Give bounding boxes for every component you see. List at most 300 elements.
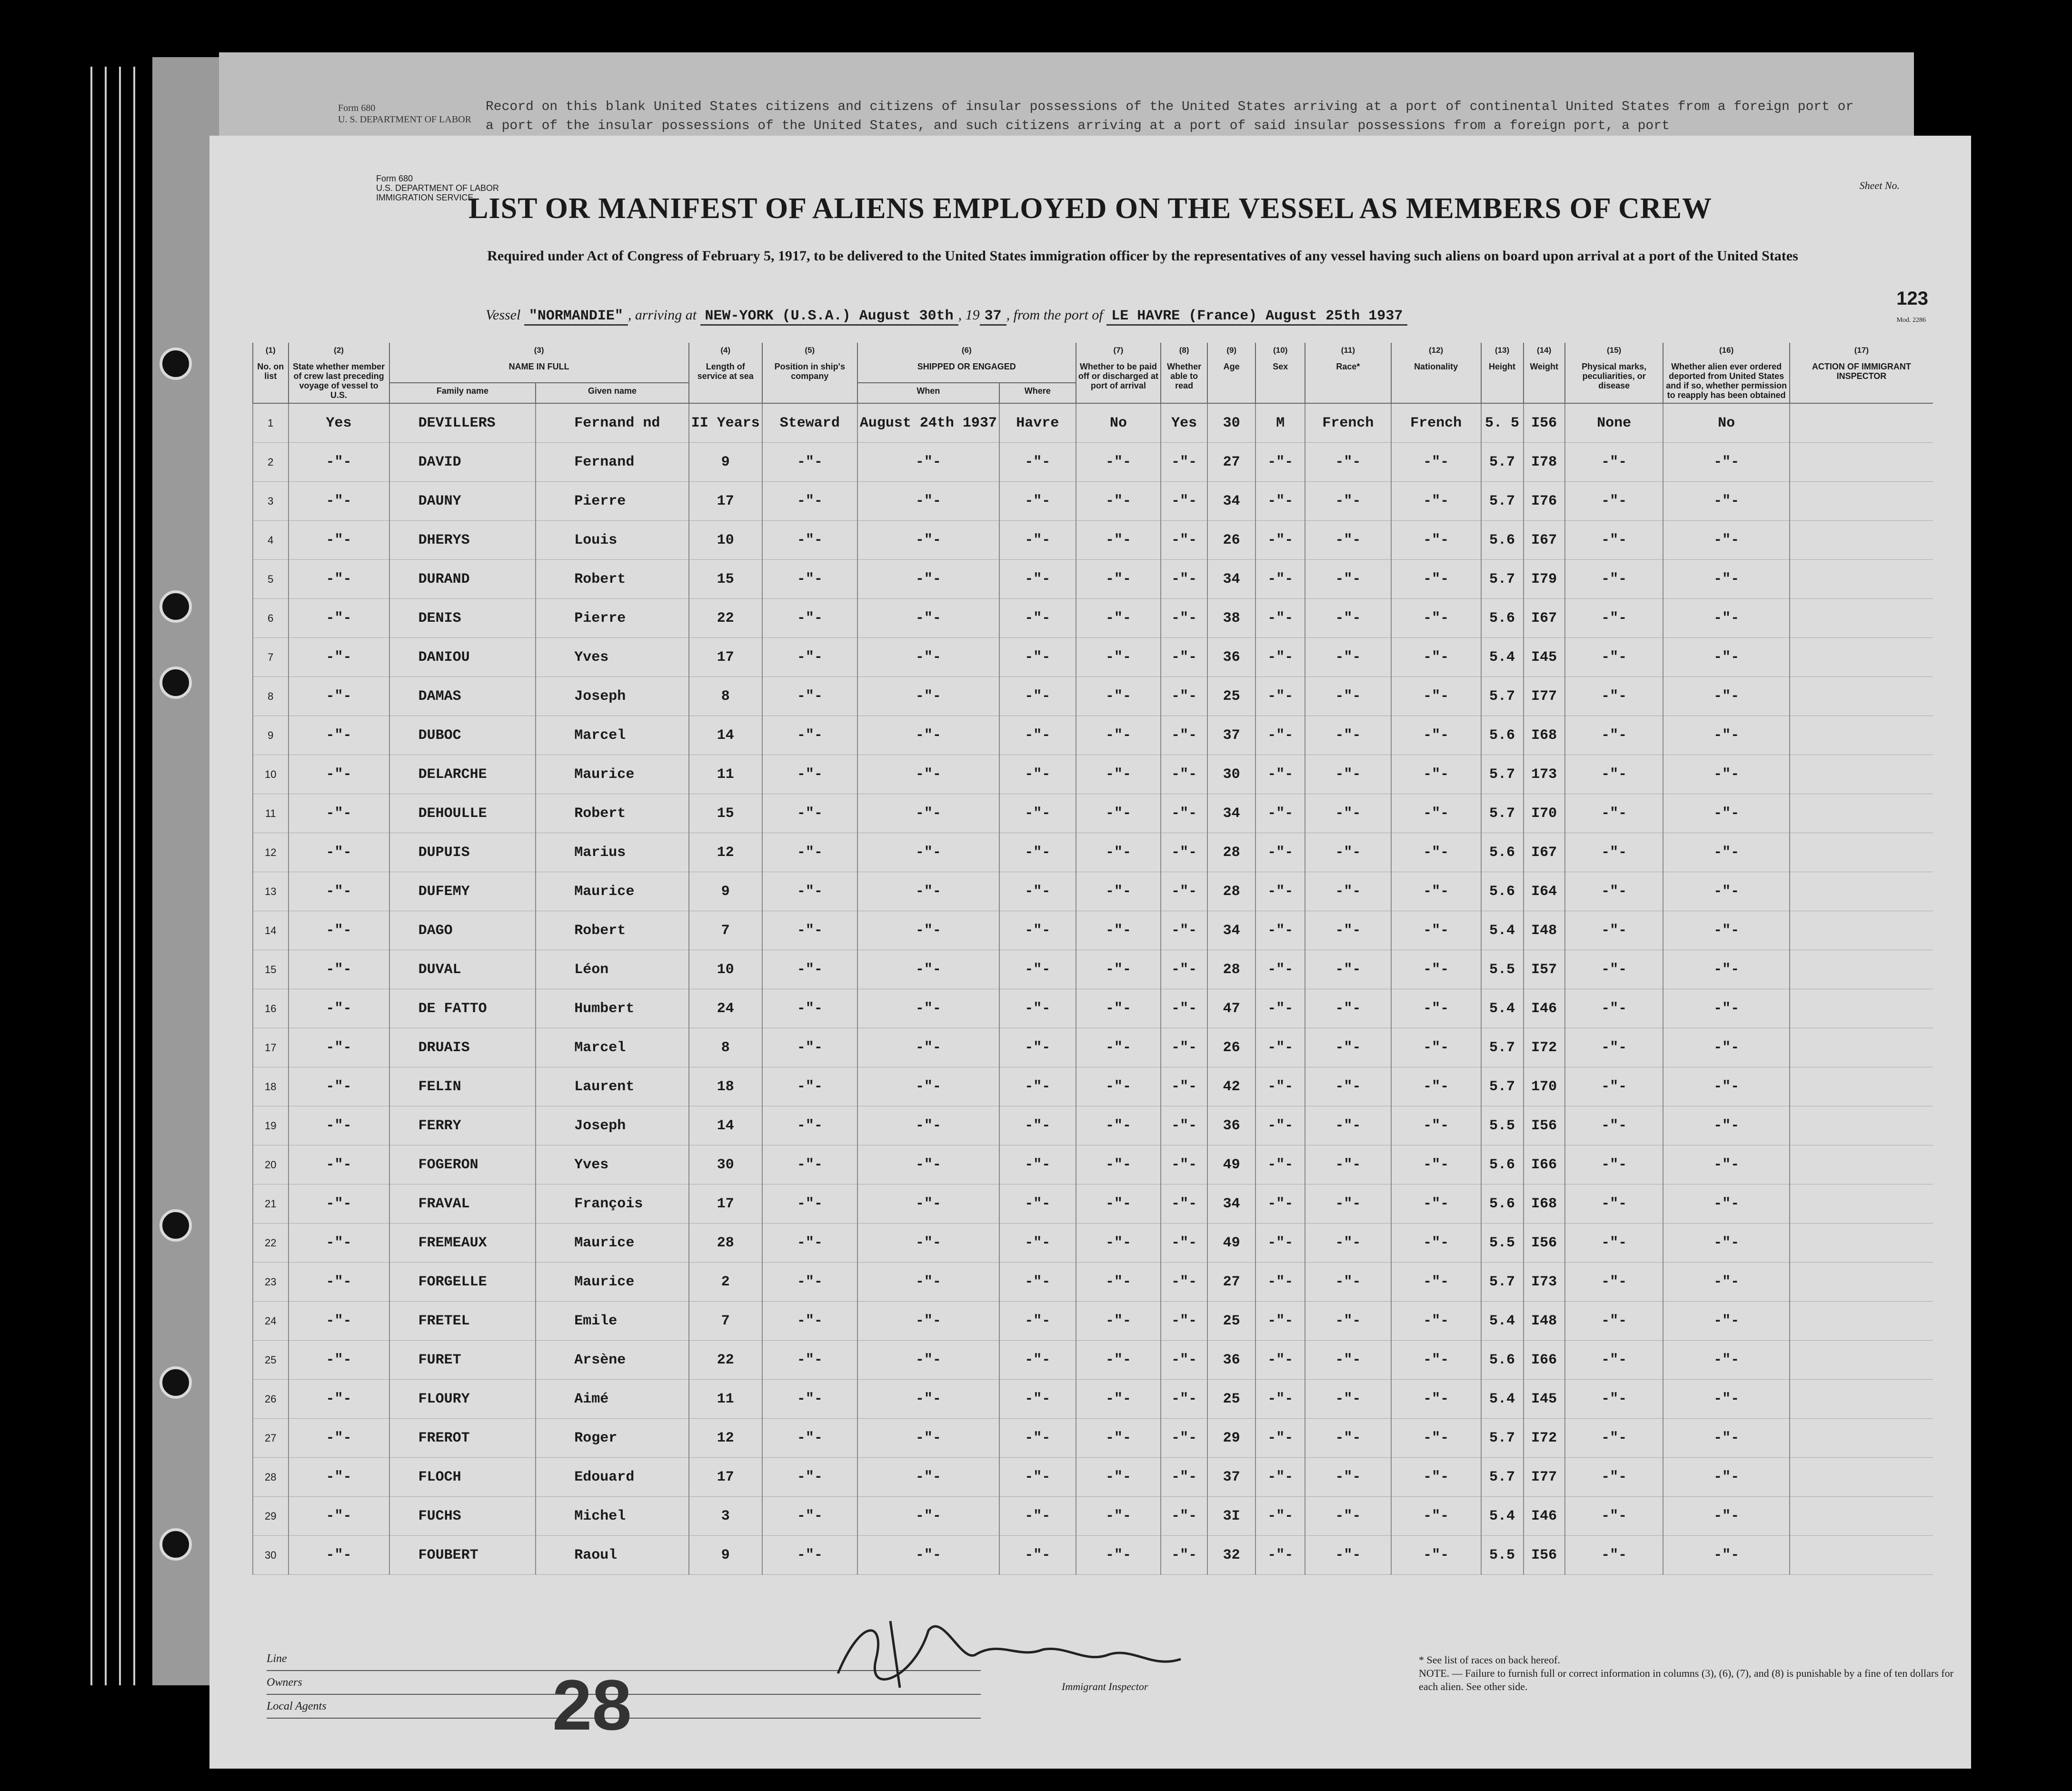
cell-position: -"- [762,755,857,794]
binder-hole [159,1528,192,1561]
cell-deported: -"- [1663,1106,1789,1145]
cell-where: -"- [999,755,1076,794]
cell-age: 49 [1207,1145,1255,1184]
cell-deported: -"- [1663,716,1789,755]
cell-read: -"- [1161,1028,1207,1067]
table-row [253,1497,1933,1536]
cell-family: DAGO [389,911,536,950]
cell-position: -"- [762,521,857,560]
cell-prev: -"- [289,950,389,989]
cell-age: 34 [1207,794,1255,833]
cell-given: Maurice [536,872,688,911]
cell-height: 5.7 [1481,443,1524,482]
cell-prev: -"- [289,1419,389,1458]
cell-age: 30 [1207,755,1255,794]
table-row [253,443,1933,482]
cell-race: -"- [1305,911,1391,950]
cell-sex: -"- [1255,443,1305,482]
cell-height: 5.6 [1481,872,1524,911]
cell-paid: -"- [1076,1224,1161,1263]
cell-action [1790,794,1933,833]
cell-weight: I79 [1524,560,1565,599]
cell-no: 1 [253,403,289,443]
cell-marks: -"- [1565,677,1664,716]
cell-age: 30 [1207,403,1255,443]
cell-deported: -"- [1663,1184,1789,1224]
cell-height: 5.4 [1481,1380,1524,1419]
cell-age: 29 [1207,1419,1255,1458]
cell-service: 18 [689,1067,762,1106]
cell-prev: -"- [289,989,389,1028]
cell-age: 34 [1207,560,1255,599]
cell-read: -"- [1161,794,1207,833]
cell-position: -"- [762,1302,857,1341]
column-subheader: Family name [389,383,536,403]
cell-family: FOGERON [389,1145,536,1184]
cell-age: 37 [1207,1458,1255,1497]
cell-race: -"- [1305,560,1391,599]
table-row [253,872,1933,911]
cell-action [1790,482,1933,521]
cell-family: DRUAIS [389,1028,536,1067]
cell-read: -"- [1161,989,1207,1028]
cell-deported: -"- [1663,1497,1789,1536]
cell-age: 32 [1207,1536,1255,1575]
cell-prev: -"- [289,1536,389,1575]
cell-given: Aimé [536,1380,688,1419]
cell-position: -"- [762,1380,857,1419]
cell-when: -"- [857,755,999,794]
table-row [253,1184,1933,1224]
cell-weight: I48 [1524,911,1565,950]
cell-race: -"- [1305,989,1391,1028]
cell-action [1790,1380,1933,1419]
cell-sex: -"- [1255,872,1305,911]
cell-paid: -"- [1076,1106,1161,1145]
table-row [253,716,1933,755]
cell-service: 17 [689,482,762,521]
cell-action [1790,1224,1933,1263]
cell-action [1790,1184,1933,1224]
cell-read: -"- [1161,677,1207,716]
vessel-name: "NORMANDIE" [524,308,628,326]
cell-service: 14 [689,1106,762,1145]
cell-weight: I68 [1524,1184,1565,1224]
cell-paid: No [1076,403,1161,443]
cell-marks: -"- [1565,1302,1664,1341]
cell-given: Pierre [536,599,688,638]
cell-weight: I77 [1524,677,1565,716]
cell-weight: I46 [1524,989,1565,1028]
column-header [1524,343,1565,403]
cell-given: Arsène [536,1341,688,1380]
race-note: * See list of races on back hereof. [1419,1654,1560,1666]
cell-no: 10 [253,755,289,794]
column-number: (11) [1341,346,1355,355]
cell-nationality: -"- [1391,755,1481,794]
cell-marks: -"- [1565,989,1664,1028]
cell-deported: -"- [1663,1145,1789,1184]
cell-age: 47 [1207,989,1255,1028]
year-value: 37 [980,308,1006,326]
cell-marks: -"- [1565,482,1664,521]
cell-paid: -"- [1076,521,1161,560]
cell-no: 24 [253,1302,289,1341]
cell-position: -"- [762,794,857,833]
cell-race: -"- [1305,1419,1391,1458]
cell-marks: -"- [1565,1067,1664,1106]
cell-nationality: -"- [1391,1184,1481,1224]
cell-nationality: -"- [1391,1145,1481,1184]
column-number: (14) [1537,346,1552,355]
cell-when: -"- [857,1458,999,1497]
cell-action [1790,677,1933,716]
column-header [1161,343,1207,403]
cell-no: 8 [253,677,289,716]
cell-action [1790,716,1933,755]
cell-marks: -"- [1565,1028,1664,1067]
cell-deported: -"- [1663,755,1789,794]
cell-where: -"- [999,1067,1076,1106]
cell-family: DANIOU [389,638,536,677]
cell-service: 10 [689,521,762,560]
column-number: (10) [1273,346,1288,355]
binder-hole [159,667,192,699]
cell-service: 7 [689,1302,762,1341]
cell-deported: -"- [1663,1380,1789,1419]
cell-position: -"- [762,599,857,638]
cell-marks: -"- [1565,1224,1664,1263]
cell-service: 9 [689,443,762,482]
column-header [389,343,689,383]
cell-age: 49 [1207,1224,1255,1263]
cell-sex: -"- [1255,1106,1305,1145]
cell-when: August 24th 1937 [857,403,999,443]
cell-where: -"- [999,989,1076,1028]
cell-marks: -"- [1565,911,1664,950]
cell-read: -"- [1161,833,1207,872]
cell-family: DHERYS [389,521,536,560]
cell-action [1790,599,1933,638]
cell-deported: -"- [1663,638,1789,677]
cell-weight: I76 [1524,482,1565,521]
local-agents-label: Local Agents [267,1695,981,1719]
cell-where: Havre [999,403,1076,443]
cell-where: -"- [999,1380,1076,1419]
cell-weight: I67 [1524,521,1565,560]
cell-marks: -"- [1565,1536,1664,1575]
cell-deported: -"- [1663,950,1789,989]
cell-height: 5.7 [1481,1028,1524,1067]
cell-age: 36 [1207,638,1255,677]
cell-sex: -"- [1255,1536,1305,1575]
cell-height: 5.6 [1481,1145,1524,1184]
cell-deported: -"- [1663,677,1789,716]
cell-when: -"- [857,1067,999,1106]
cell-prev: -"- [289,911,389,950]
binder-hole [159,1366,192,1399]
cell-family: DUVAL [389,950,536,989]
cell-family: FORGELLE [389,1263,536,1302]
cell-race: -"- [1305,1380,1391,1419]
cell-nationality: -"- [1391,833,1481,872]
cell-given: Marius [536,833,688,872]
cell-race: -"- [1305,1184,1391,1224]
cell-nationality: -"- [1391,872,1481,911]
cell-read: -"- [1161,911,1207,950]
cell-sex: M [1255,403,1305,443]
cell-where: -"- [999,1536,1076,1575]
cell-action [1790,989,1933,1028]
cell-marks: -"- [1565,1184,1664,1224]
column-label: No. on list [257,362,284,381]
column-subheader: Where [999,383,1076,403]
back-sheet-text: Record on this blank United States citizens and citizens of insular possessions of the United States arriving at a port of continental United States from a foreign port or a port of the insular possessions of the United States, and such citizens arriving at a port of said insular possessions from a foreign port, a port [486,100,1854,133]
cell-paid: -"- [1076,1536,1161,1575]
column-number: (7) [1113,346,1124,355]
cell-prev: -"- [289,1067,389,1106]
cell-where: -"- [999,1028,1076,1067]
column-header [1207,343,1255,403]
cell-sex: -"- [1255,1497,1305,1536]
cell-family: DE FATTO [389,989,536,1028]
cell-paid: -"- [1076,794,1161,833]
cell-weight: I56 [1524,1106,1565,1145]
cell-nationality: -"- [1391,1028,1481,1067]
cell-given: Marcel [536,1028,688,1067]
cell-position: -"- [762,950,857,989]
cell-weight: I77 [1524,1458,1565,1497]
cell-when: -"- [857,1106,999,1145]
from-value: LE HAVRE (France) August 25th 1937 [1106,308,1407,326]
cell-sex: -"- [1255,794,1305,833]
cell-age: 3I [1207,1497,1255,1536]
table-row [253,1145,1933,1184]
cell-action [1790,443,1933,482]
cell-when: -"- [857,1341,999,1380]
cell-no: 23 [253,1263,289,1302]
column-label: Race* [1336,362,1360,371]
cell-height: 5.7 [1481,560,1524,599]
column-number: (6) [961,346,972,355]
cell-paid: -"- [1076,716,1161,755]
cell-action [1790,1497,1933,1536]
cell-weight: I66 [1524,1145,1565,1184]
cell-deported: -"- [1663,1224,1789,1263]
cell-action [1790,1458,1933,1497]
cell-action [1790,1341,1933,1380]
column-label: Age [1223,362,1240,371]
column-header [857,343,1076,383]
inspector-label: Immigrant Inspector [1062,1681,1148,1692]
cell-action [1790,872,1933,911]
cell-given: Michel [536,1497,688,1536]
cell-deported: -"- [1663,1028,1789,1067]
column-header [1305,343,1391,403]
cell-height: 5.4 [1481,911,1524,950]
cell-no: 29 [253,1497,289,1536]
cell-action [1790,1145,1933,1184]
cell-weight: 170 [1524,1067,1565,1106]
cell-service: 17 [689,1184,762,1224]
column-header [1391,343,1481,403]
cell-deported: -"- [1663,443,1789,482]
cell-paid: -"- [1076,638,1161,677]
column-number: (17) [1854,346,1869,355]
cell-when: -"- [857,950,999,989]
cell-nationality: -"- [1391,560,1481,599]
cell-read: -"- [1161,1380,1207,1419]
cell-where: -"- [999,833,1076,872]
cell-position: -"- [762,1497,857,1536]
cell-read: -"- [1161,1184,1207,1224]
cell-height: 5.5 [1481,1106,1524,1145]
cell-paid: -"- [1076,1184,1161,1224]
cell-where: -"- [999,599,1076,638]
cell-marks: -"- [1565,443,1664,482]
cell-marks: -"- [1565,1341,1664,1380]
cell-paid: -"- [1076,482,1161,521]
cell-given: Marcel [536,716,688,755]
column-label: Whether alien ever ordered deported from United States and if so, whether permission to reapply has been obtained [1666,362,1787,400]
cell-no: 4 [253,521,289,560]
column-label: Height [1489,362,1516,371]
column-label: Whether able to read [1167,362,1202,390]
cell-service: 17 [689,1458,762,1497]
cell-age: 28 [1207,833,1255,872]
cell-sex: -"- [1255,989,1305,1028]
column-number: (5) [805,346,815,355]
table-row [253,677,1933,716]
cell-read: -"- [1161,560,1207,599]
cell-action [1790,1302,1933,1341]
cell-marks: -"- [1565,1419,1664,1458]
cell-read: -"- [1161,716,1207,755]
cell-height: 5.6 [1481,521,1524,560]
cell-no: 14 [253,911,289,950]
cell-when: -"- [857,989,999,1028]
cell-action [1790,1067,1933,1106]
cell-given: Pierre [536,482,688,521]
binder-hole [159,1209,192,1242]
cell-sex: -"- [1255,1028,1305,1067]
cell-marks: -"- [1565,521,1664,560]
cell-action [1790,1263,1933,1302]
cell-family: DEHOULLE [389,794,536,833]
cell-sex: -"- [1255,1458,1305,1497]
cell-paid: -"- [1076,1028,1161,1067]
cell-marks: -"- [1565,1497,1664,1536]
cell-deported: -"- [1663,599,1789,638]
cell-family: FLOURY [389,1380,536,1419]
cell-marks: -"- [1565,1380,1664,1419]
cell-paid: -"- [1076,1341,1161,1380]
cell-race: -"- [1305,1145,1391,1184]
table-row [253,1536,1933,1575]
cell-given: Yves [536,1145,688,1184]
cell-given: Robert [536,911,688,950]
cell-race: -"- [1305,1067,1391,1106]
cell-read: -"- [1161,1497,1207,1536]
cell-weight: I57 [1524,950,1565,989]
cell-paid: -"- [1076,950,1161,989]
cell-when: -"- [857,716,999,755]
cell-position: -"- [762,911,857,950]
cell-family: DENIS [389,599,536,638]
cell-prev: -"- [289,443,389,482]
cell-service: 10 [689,950,762,989]
cell-marks: -"- [1565,794,1664,833]
cell-no: 6 [253,599,289,638]
cell-read: -"- [1161,1419,1207,1458]
cell-no: 11 [253,794,289,833]
cell-race: -"- [1305,950,1391,989]
cell-nationality: -"- [1391,950,1481,989]
cell-where: -"- [999,1184,1076,1224]
cell-age: 25 [1207,1380,1255,1419]
cell-no: 7 [253,638,289,677]
cell-service: 3 [689,1497,762,1536]
cell-deported: -"- [1663,482,1789,521]
cell-prev: -"- [289,482,389,521]
cell-deported: -"- [1663,521,1789,560]
cell-where: -"- [999,677,1076,716]
cell-read: -"- [1161,443,1207,482]
cell-sex: -"- [1255,521,1305,560]
vessel-label: Vessel [486,307,521,323]
cell-weight: I64 [1524,872,1565,911]
cell-deported: -"- [1663,1419,1789,1458]
cell-height: 5.6 [1481,1184,1524,1224]
column-header [1790,343,1933,403]
cell-paid: -"- [1076,1380,1161,1419]
table-row [253,1028,1933,1067]
cell-age: 27 [1207,1263,1255,1302]
cell-nationality: -"- [1391,482,1481,521]
cell-sex: -"- [1255,1263,1305,1302]
cell-when: -"- [857,638,999,677]
cell-paid: -"- [1076,872,1161,911]
column-label: NAME IN FULL [508,362,569,371]
cell-action [1790,638,1933,677]
cell-deported: -"- [1663,1263,1789,1302]
cell-prev: -"- [289,716,389,755]
cell-weight: I67 [1524,599,1565,638]
table-row [253,1380,1933,1419]
cell-position: -"- [762,1458,857,1497]
cell-where: -"- [999,950,1076,989]
cell-given: Edouard [536,1458,688,1497]
page-number: 123 [1896,288,1928,309]
cell-prev: -"- [289,1263,389,1302]
column-number: (15) [1606,346,1622,355]
cell-when: -"- [857,872,999,911]
cell-nationality: -"- [1391,1067,1481,1106]
cell-age: 28 [1207,872,1255,911]
cell-action [1790,560,1933,599]
cell-sex: -"- [1255,560,1305,599]
cell-nationality: -"- [1391,1224,1481,1263]
cell-weight: I73 [1524,1263,1565,1302]
cell-sex: -"- [1255,755,1305,794]
cell-service: 7 [689,911,762,950]
cell-action [1790,911,1933,950]
cell-height: 5.7 [1481,482,1524,521]
column-header [1076,343,1161,403]
cell-prev: -"- [289,1497,389,1536]
cell-position: -"- [762,1536,857,1575]
cell-no: 26 [253,1380,289,1419]
